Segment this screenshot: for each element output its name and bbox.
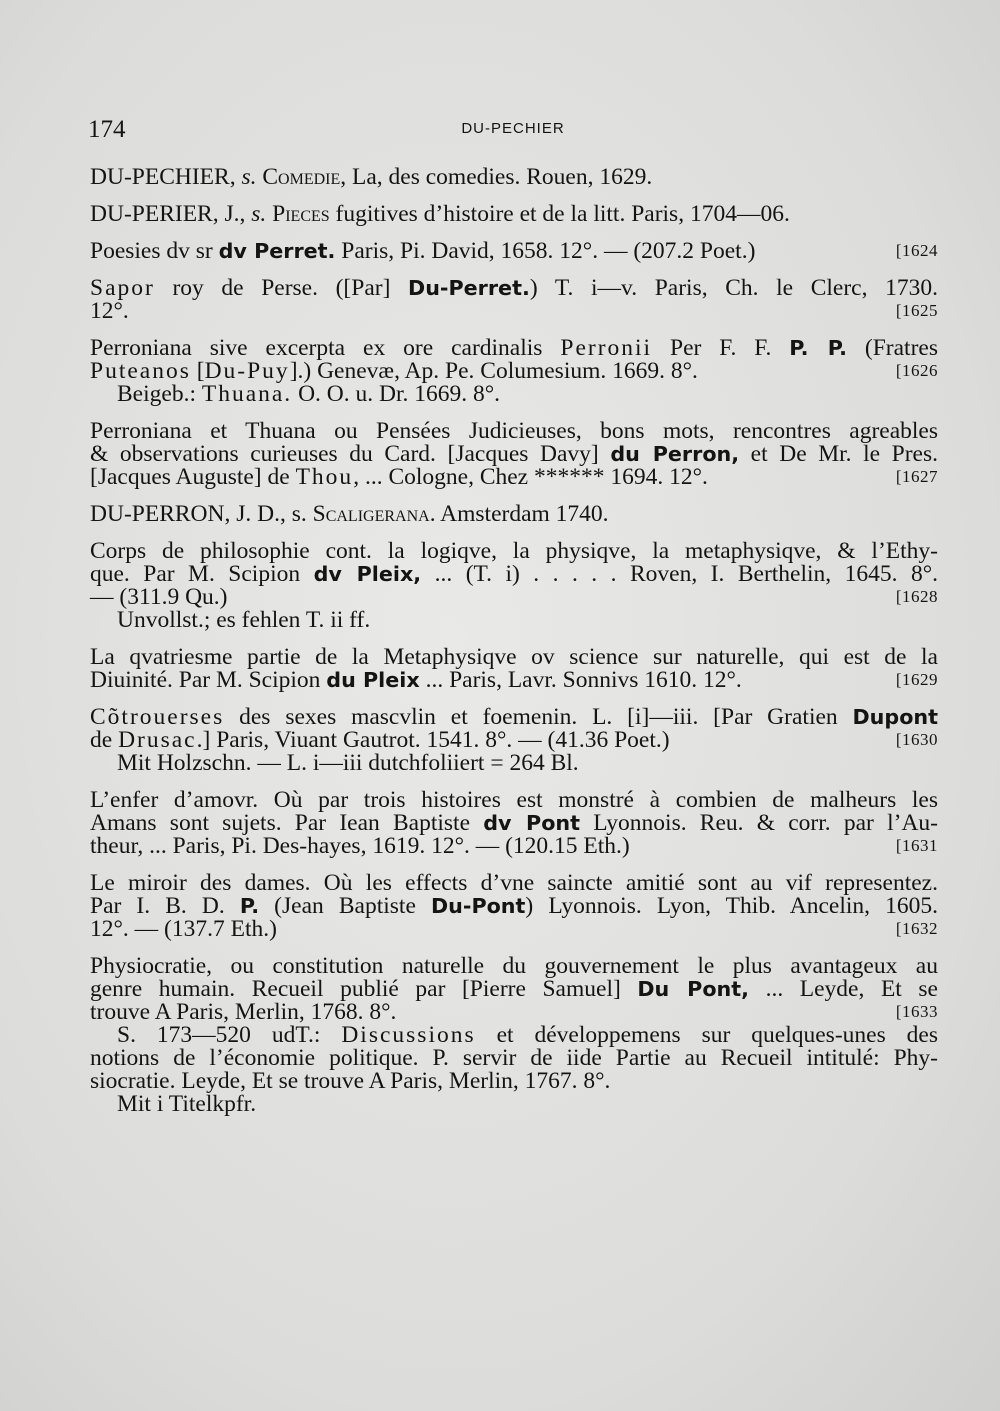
entry-text: Corps de philosophie cont. la logiqve, la physiqve, la metaphysiqve, & l’Ethy- <box>90 538 938 564</box>
entry-text: siocratie. Leyde, Et se trouve A Paris, Merlin, 1767. 8°. <box>90 1068 611 1094</box>
entry-line <box>90 360 938 383</box>
entry-line <box>90 503 938 526</box>
catalog-entry <box>90 872 938 941</box>
entry-text: O. O. u. Dr. 1669. 8°. <box>292 381 501 407</box>
entry-text: Cõtrouerses <box>90 704 225 730</box>
entry-text: DU-PECHIER, <box>90 164 242 190</box>
entry-number: [1625 <box>895 301 938 320</box>
entry-text: Perroniana et Thuana ou Pensées Judicieuses, bons mots, rencontres agreables <box>90 418 938 444</box>
catalog-entry <box>90 646 938 692</box>
entry-text: Lyonnois. Reu. & corr. par l’Au- <box>580 810 939 836</box>
catalog-entry <box>90 240 938 263</box>
entry-text: des sexes mascvlin et foemenin. L. [i]—iii. [Par Gratien <box>224 704 853 730</box>
entry-number: [1632 <box>895 919 938 938</box>
entry-text: , La, des comedies. Rouen, 1629. <box>340 164 653 190</box>
entry-text: DU-PERIER, J., <box>90 201 252 227</box>
entry-text: Perronii <box>560 335 653 361</box>
entry-text: Scaligerana <box>312 501 430 527</box>
author-name: Du-Pont <box>431 894 526 918</box>
entry-line <box>90 337 938 360</box>
entry-text: (Fratres <box>846 335 938 361</box>
entry-line <box>90 240 938 263</box>
entry-number: [1628 <box>895 587 938 606</box>
author-name: Du Pont, <box>637 977 749 1001</box>
entry-line <box>90 729 938 752</box>
entry-text: & observations curieuses du Card. [Jacques Davy] <box>90 441 611 467</box>
running-head: DU-PECHIER <box>461 120 565 137</box>
author-name: du Pleix <box>326 668 420 692</box>
entry-line <box>90 918 938 941</box>
entry-note-line <box>90 383 938 406</box>
entry-text: Sapor <box>90 275 155 301</box>
entry-text: ) Lyonnois. Lyon, Thib. Ancelin, 1605. <box>525 893 938 919</box>
entry-text: Thuana. <box>201 381 293 407</box>
entry-line <box>90 669 938 692</box>
entry-text: ) T. i—v. Paris, Ch. le Clerc, 1730. <box>529 275 938 301</box>
author-name: Du-Perret. <box>408 276 530 300</box>
entry-text: Le miroir des dames. Où les effects d’vne saincte amitié sont au vif representez. <box>90 870 938 896</box>
catalog-entry <box>90 277 938 323</box>
entry-text: Unvollst.; es fehlen T. ii ff. <box>117 607 371 633</box>
entry-text: Perroniana sive excerpta ex ore cardinalis <box>90 335 561 361</box>
entry-note-line <box>90 752 938 775</box>
page-number: 174 <box>88 116 126 143</box>
entry-line <box>90 1001 938 1024</box>
entry-text: ].) Genevæ, Ap. Pe. Columesium. 1669. 8°. <box>289 358 698 384</box>
entry-text: que. Par M. Scipion <box>90 561 314 587</box>
entry-line <box>90 166 938 189</box>
entry-text: et développemens sur quelques-unes des <box>475 1022 938 1048</box>
entry-text: — (311.9 Qu.) <box>90 584 228 610</box>
entry-text: 12°. — (137.7 Eth.) <box>90 916 277 942</box>
entry-text: Diuinité. Par M. Scipion <box>90 667 327 693</box>
catalog-entry <box>90 540 938 632</box>
entry-text: 12°. <box>90 298 129 324</box>
entry-number: [1627 <box>895 467 938 486</box>
catalog-entry <box>90 337 938 406</box>
entry-text: . Amsterdam 1740. <box>429 501 609 527</box>
catalog-entry <box>90 955 938 1116</box>
entry-text: de <box>90 727 119 753</box>
entry-note-line <box>90 1024 938 1047</box>
entry-line <box>90 443 938 466</box>
entry-text: ... (T. i) . . . . . Roven, I. Berthelin, 1645. 8°. <box>421 561 938 587</box>
entry-text: et De Mr. le Pres. <box>739 441 939 467</box>
entry-line <box>90 955 938 978</box>
entry-text: Discussions <box>341 1022 476 1048</box>
entry-text: Pieces <box>272 201 330 227</box>
entry-line <box>90 789 938 812</box>
entry-text: Physiocratie, ou constitution naturelle du gouvernement le plus avantageux au <box>90 953 938 979</box>
entry-line <box>90 277 938 300</box>
catalog-entry <box>90 203 938 226</box>
author-name: Dupont <box>852 705 938 729</box>
entry-line <box>90 540 938 563</box>
entry-text: Poesies dv sr <box>90 238 219 264</box>
entry-note-line <box>90 1093 938 1116</box>
entry-number: [1626 <box>895 361 938 380</box>
author-name: du Perron, <box>610 442 740 466</box>
entry-text: fugitives d’histoire et de la litt. Paris, 1704—06. <box>329 201 790 227</box>
entry-text: s. <box>241 164 257 190</box>
entry-line <box>90 420 938 443</box>
page-header <box>88 116 938 146</box>
entry-text: Drusac <box>118 727 197 753</box>
entry-text: DU-PERRON, J. D., s. <box>90 501 313 527</box>
entry-text: Thou <box>295 464 354 490</box>
entry-text: Comedie <box>262 164 341 190</box>
entry-text: Mit i Titelkpfr. <box>117 1091 257 1117</box>
catalog-entry <box>90 166 938 189</box>
entry-number: [1631 <box>895 836 938 855</box>
entry-text: roy de Perse. ([Par] <box>154 275 409 301</box>
entry-text: genre humain. Recueil publié par [Pierre Samuel] <box>90 976 638 1002</box>
catalog-entry <box>90 789 938 858</box>
entry-line <box>90 812 938 835</box>
entry-text: ... Leyde, Et se <box>748 976 938 1002</box>
entry-text: Beigeb.: <box>117 381 202 407</box>
entry-text: theur, ... Paris, Pi. Des-hayes, 1619. 12°. — (120.15 Eth.) <box>90 833 630 859</box>
entry-text: Par I. B. D. <box>90 893 240 919</box>
catalog-entries <box>90 166 938 1130</box>
entry-number: [1630 <box>895 730 938 749</box>
author-name: dv Pont <box>483 811 581 835</box>
entry-text: .] Paris, Viuant Gautrot. 1541. 8°. — (41.36 Poet.) <box>196 727 670 753</box>
entry-line <box>90 835 938 858</box>
catalog-entry <box>90 706 938 775</box>
entry-line <box>90 1070 938 1093</box>
author-name: dv Perret. <box>218 239 336 263</box>
author-name: P. <box>239 894 260 918</box>
entry-text: Per F. F. <box>652 335 790 361</box>
entry-text: [Jacques Auguste] de <box>90 464 296 490</box>
entry-line <box>90 646 938 669</box>
entry-note-line <box>90 609 938 632</box>
entry-text: Amans sont sujets. Par Iean Baptiste <box>90 810 484 836</box>
entry-text: s. <box>251 201 267 227</box>
entry-line <box>90 872 938 895</box>
entry-text: Puteanos <box>90 358 191 384</box>
entry-text: , ... Cologne, Chez ****** 1694. 12°. <box>353 464 708 490</box>
entry-number: [1624 <box>895 241 938 260</box>
entry-line <box>90 1047 938 1070</box>
entry-line <box>90 586 938 609</box>
catalog-entry <box>90 503 938 526</box>
entry-number: [1629 <box>895 670 938 689</box>
author-name: dv Pleix, <box>313 562 422 586</box>
entry-line <box>90 203 938 226</box>
entry-line <box>90 466 938 489</box>
entry-text: L’enfer d’amovr. Où par trois histoires est monstré à combien de malheurs les <box>90 787 938 813</box>
entry-text: (Jean Baptiste <box>259 893 431 919</box>
author-name: P. P. <box>789 336 847 360</box>
entry-text: Mit Holzschn. — L. i—iii dutchfoliiert = 264 Bl. <box>117 750 579 776</box>
entry-line <box>90 706 938 729</box>
entry-text: [ <box>190 358 205 384</box>
entry-text: La qvatriesme partie de la Metaphysiqve ov science sur naturelle, qui est de la <box>90 644 938 670</box>
entry-line <box>90 300 938 323</box>
entry-text: ... Paris, Lavr. Sonnivs 1610. 12°. <box>419 667 742 693</box>
entry-text: notions de l’économie politique. P. servir de iide Partie au Recueil intitulé: Phy- <box>90 1045 938 1071</box>
entry-line <box>90 895 938 918</box>
entry-text: Du-Puy <box>204 358 290 384</box>
entry-text: S. 173—520 udT.: <box>117 1022 342 1048</box>
entry-line <box>90 563 938 586</box>
entry-line <box>90 978 938 1001</box>
catalog-entry <box>90 420 938 489</box>
entry-number: [1633 <box>895 1002 938 1021</box>
entry-text: Paris, Pi. David, 1658. 12°. — (207.2 Poet.) <box>335 238 756 264</box>
entry-text: trouve A Paris, Merlin, 1768. 8°. <box>90 999 397 1025</box>
